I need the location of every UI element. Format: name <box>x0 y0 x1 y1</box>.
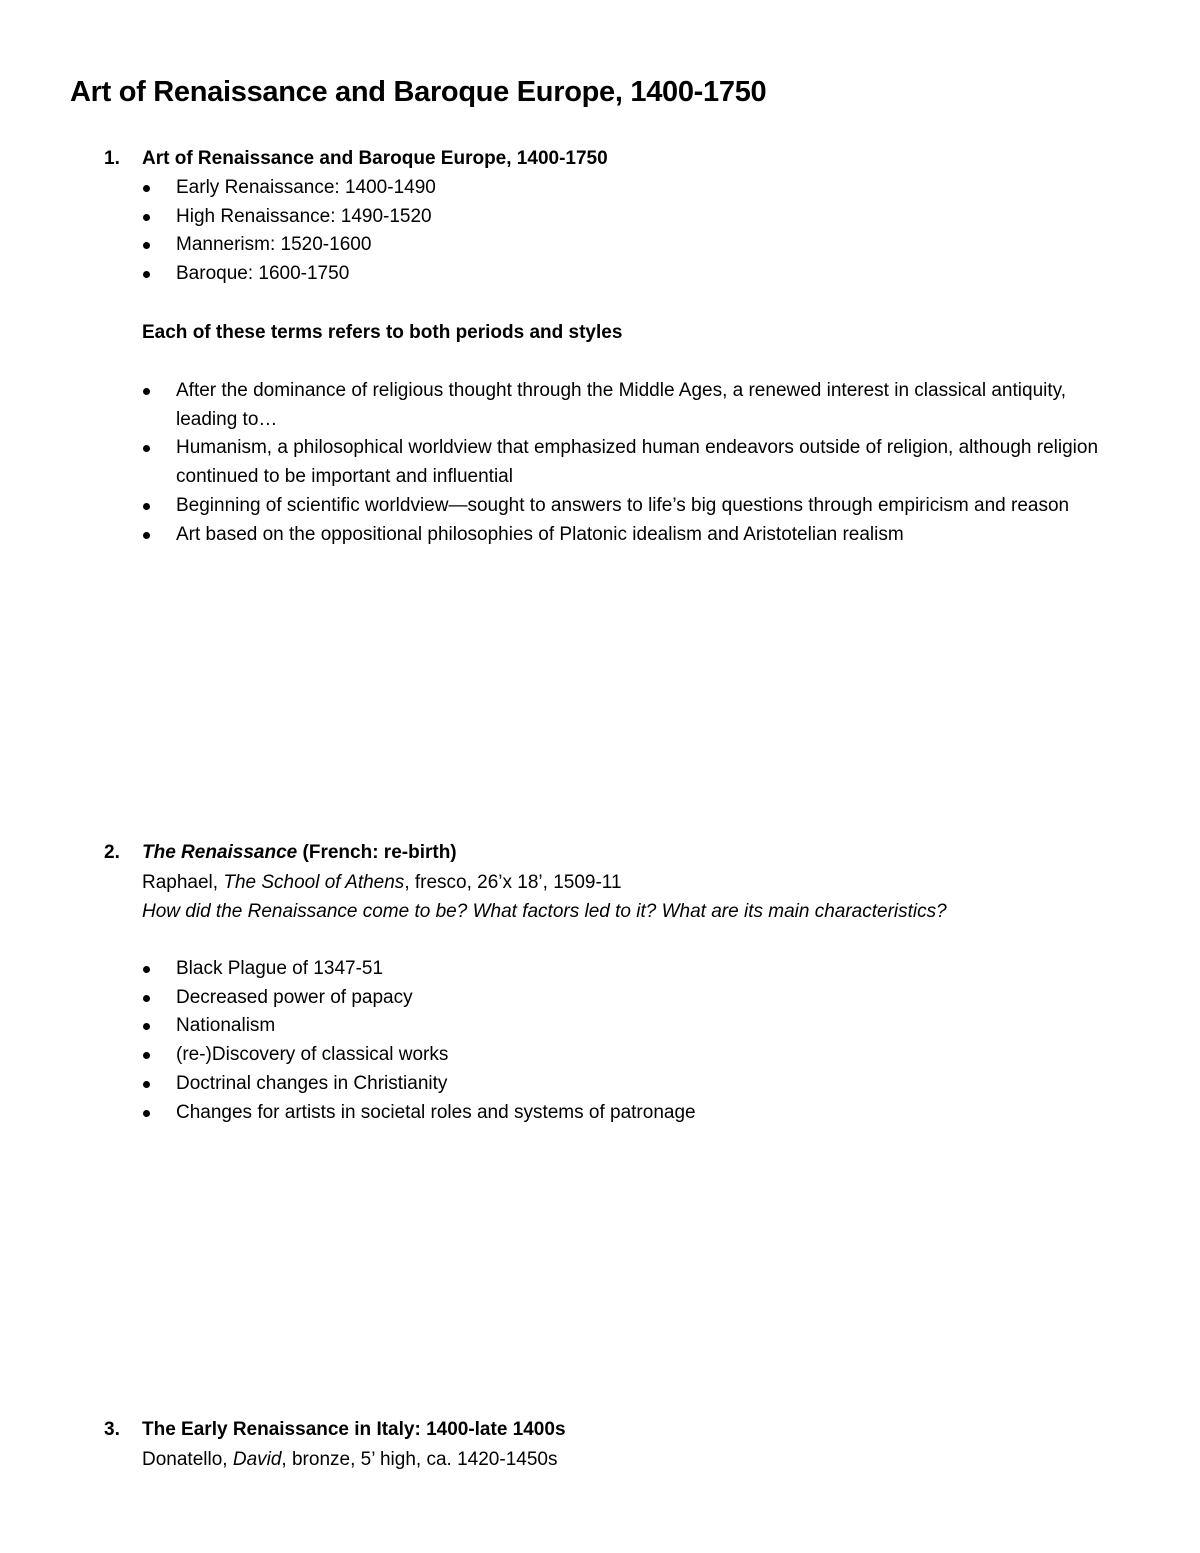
work-details: , bronze, 5’ high, ca. 1420-1450s <box>281 1449 558 1470</box>
work-details: , fresco, 26’x 18’, 1509-11 <box>404 872 622 893</box>
list-item: Decreased power of papacy <box>0 984 1200 1013</box>
factors-list <box>0 955 1200 1127</box>
list-item: High Renaissance: 1490-1520 <box>0 203 1200 232</box>
heading-rest: (French: re-birth) <box>297 842 457 863</box>
list-item: Nationalism <box>0 1012 1200 1041</box>
list-item: Mannerism: 1520-1600 <box>0 231 1200 260</box>
bullet-icon <box>143 185 150 192</box>
artist-name: Raphael, <box>142 872 224 893</box>
work-title: The School of Athens <box>223 872 405 893</box>
heading-italic: The Renaissance <box>142 842 298 863</box>
list-item: Black Plague of 1347-51 <box>0 955 1200 984</box>
bullet-icon <box>143 966 150 973</box>
bullet-icon <box>143 242 150 249</box>
bullet-icon <box>143 1023 150 1030</box>
list-item: Beginning of scientific worldview—sought to answers to life’s big questions through empiricism and reason <box>0 492 1200 521</box>
list-item: Humanism, a philosophical worldview that emphasized human endeavors outside of religion, although religion continued to be important and influential <box>0 434 1200 491</box>
section-number: 1. <box>104 148 120 169</box>
bullet-icon <box>143 532 150 539</box>
section-heading: Art of Renaissance and Baroque Europe, 1400-1750 <box>142 148 608 169</box>
section-heading: The Early Renaissance in Italy: 1400-late 1400s <box>142 1419 566 1440</box>
bullet-icon <box>143 995 150 1002</box>
bullet-icon <box>143 271 150 278</box>
list-item: Doctrinal changes in Christianity <box>0 1070 1200 1099</box>
artwork-line <box>142 868 622 897</box>
section-heading <box>142 838 457 867</box>
artwork-line <box>142 1445 557 1474</box>
bullet-icon <box>143 445 150 452</box>
bullet-icon <box>143 214 150 221</box>
page-title: Art of Renaissance and Baroque Europe, 1400-1750 <box>70 76 767 108</box>
list-item: Changes for artists in societal roles and systems of patronage <box>0 1099 1200 1128</box>
periods-list <box>0 174 1200 289</box>
list-item: Early Renaissance: 1400-1490 <box>0 174 1200 203</box>
points-list <box>0 377 1200 549</box>
work-title: David <box>232 1449 282 1470</box>
artist-name: Donatello, <box>142 1449 233 1470</box>
guiding-question: How did the Renaissance come to be? What factors led to it? What are its main characteristics? <box>142 901 947 922</box>
list-item: After the dominance of religious thought through the Middle Ages, a renewed interest in classical antiquity, leading to… <box>0 377 1200 434</box>
bullet-icon <box>143 1081 150 1088</box>
list-item: Art based on the oppositional philosophies of Platonic idealism and Aristotelian realism <box>0 521 1200 550</box>
note-text: Each of these terms refers to both periods and styles <box>142 322 623 343</box>
list-item: (re-)Discovery of classical works <box>0 1041 1200 1070</box>
bullet-icon <box>143 388 150 395</box>
list-item: Baroque: 1600-1750 <box>0 260 1200 289</box>
bullet-icon <box>143 1110 150 1117</box>
section-number: 2. <box>104 842 120 863</box>
bullet-icon <box>143 503 150 510</box>
bullet-icon <box>143 1052 150 1059</box>
section-number: 3. <box>104 1419 120 1440</box>
